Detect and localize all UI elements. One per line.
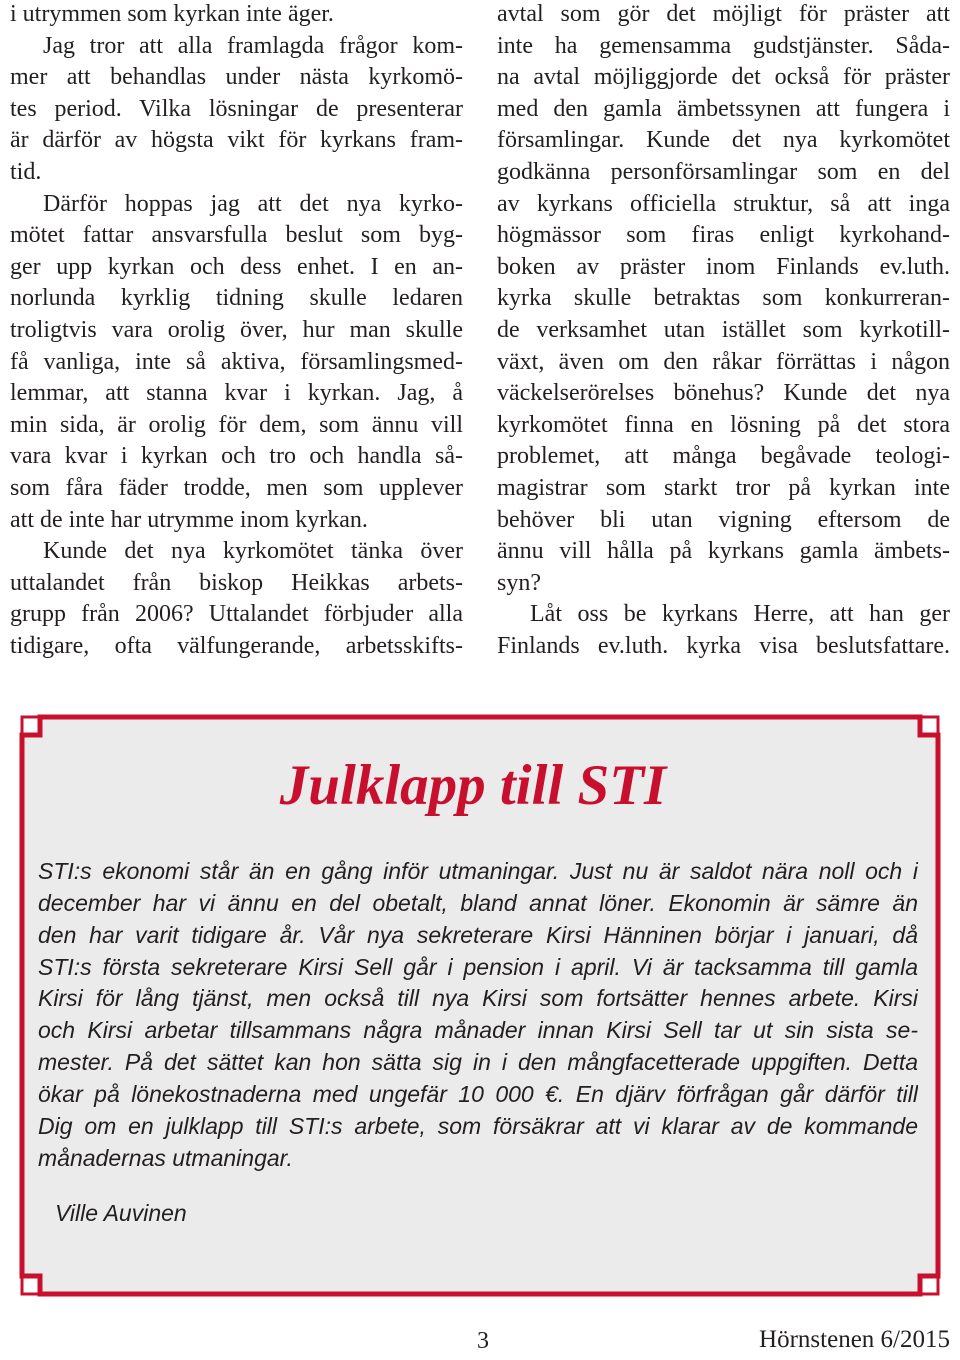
article-line: grupp från 2006? Uttalandet förbjuder alla <box>10 601 463 628</box>
article-line: Kunde det nya kyrkomötet tänka över <box>43 538 463 565</box>
appeal-line: Kirsi för lång tjänst, men också till nya Kirsi som fortsätter hennes arbete. Kirsi <box>38 985 918 1012</box>
article-line: tes period. Vilka lösningar de presenterar <box>10 95 463 122</box>
article-line: lemmar, att stanna kvar i kyrkan. Jag, å <box>10 380 463 407</box>
article-line: Låt oss be kyrkans Herre, att han ger <box>530 601 950 628</box>
article-line: syn? <box>497 569 541 596</box>
appeal-line: ökar på lönekostnaderna med ungefär 10 000 €. En djärv förfrågan går därför till <box>38 1080 918 1107</box>
frame-corner-bottom-left <box>22 1276 40 1294</box>
appeal-box-title: Julklapp till STI <box>279 754 667 817</box>
article-line: ger upp kyrkan och dess enhet. I en an- <box>10 253 463 280</box>
page-number: 3 <box>477 1328 489 1354</box>
article-line: tid. <box>10 158 42 185</box>
article-line: na avtal möjliggjorde det också för präster <box>497 64 950 91</box>
appeal-line: december har vi ännu en del obetalt, bland annat löner. Ekonomin är sämre än <box>38 889 918 916</box>
article-line: Jag tror att alla framlagda frågor kom- <box>43 32 463 59</box>
article-line: att de inte har utrymme inom kyrkan. <box>10 506 368 533</box>
article-line: i utrymmen som kyrkan inte äger. <box>10 1 334 27</box>
article-line: högmässor som firas enligt kyrkohand- <box>497 222 950 249</box>
article-line: de verksamhet utan istället som kyrkotill- <box>497 316 950 343</box>
appeal-box-signature: Ville Auvinen <box>55 1200 187 1226</box>
frame-corner-top-left <box>22 717 40 735</box>
article-line: vara kvar i kyrkan och tro och handla så- <box>10 443 463 470</box>
appeal-line: STI:s första sekreterare Kirsi Sell går i pension i april. Vi är tacksamma till gamla <box>38 953 918 980</box>
frame-corner-bottom-right <box>920 1276 938 1294</box>
article-line: Därför hoppas jag att det nya kyrko- <box>43 190 463 217</box>
frame-corner-top-right <box>920 717 938 735</box>
appeal-line: Dig om en julklapp till STI:s arbete, som försäkrar att vi klarar av de kommande <box>38 1112 918 1139</box>
article-line: ännu vill hålla på kyrkans gamla ämbets- <box>497 538 950 565</box>
article-line: inte ha gemensamma gudstjänster. Såda- <box>497 32 950 59</box>
article-line: norlunda kyrklig tidning skulle ledaren <box>10 285 463 312</box>
article-line: mer att behandlas under nästa kyrkomö- <box>10 64 463 91</box>
publication-name: Hörnstenen 6/2015 <box>759 1326 950 1353</box>
article-line: som fåra fäder trodde, men som upplever <box>10 474 463 501</box>
article-line: av kyrkans officiella struktur, så att inga <box>497 190 950 217</box>
article-line: kyrka skulle betraktas som konkurreran- <box>497 285 950 312</box>
article-right-column <box>497 0 950 662</box>
article-line: troligtvis vara orolig över, hur man skulle <box>10 316 463 343</box>
appeal-line: månadernas utmaningar. <box>38 1144 293 1171</box>
article-line: församlingar. Kunde det nya kyrkomötet <box>497 127 950 154</box>
article-line: avtal som gör det möjligt för präster att <box>497 1 950 27</box>
article-line: problemet, att många begåvade teologi- <box>497 443 950 470</box>
article-line: mötet fattar ansvarsfulla beslut som byg- <box>10 222 463 249</box>
article-line: tidigare, ofta välfungerande, arbetsskifts- <box>10 632 463 659</box>
article-line: uttalandet från biskop Heikkas arbets- <box>10 569 463 596</box>
article-line: är därför av högsta vikt för kyrkans fram- <box>10 127 463 154</box>
article-line: godkänna personförsamlingar som en del <box>497 158 950 185</box>
article-left-column <box>10 0 463 662</box>
appeal-line: STI:s ekonomi står än en gång inför utmaningar. Just nu är saldot nära noll och i <box>38 858 918 884</box>
article-line: kyrkomötet finna en lösning på det stora <box>497 411 950 438</box>
appeal-line: den har varit tidigare år. Vår nya sekreterare Kirsi Hänninen börjar i januari, då <box>38 921 918 948</box>
article-line: väckelserörelses bönehus? Kunde det nya <box>497 380 950 407</box>
appeal-line: och Kirsi arbetar tillsammans några månader innan Kirsi Sell tar ut sin sista se- <box>38 1017 918 1044</box>
article-line: min sida, är orolig för dem, som ännu vill <box>10 411 463 438</box>
article-line: behöver bli utan vigning eftersom de <box>497 506 950 533</box>
article-line: få vanliga, inte så aktiva, församlingsmed- <box>10 348 463 375</box>
article-line: med den gamla ämbetssynen att fungera i <box>497 95 950 122</box>
article-line: växt, även om den råkar förrättas i någon <box>497 348 950 375</box>
article-line: boken av präster inom Finlands ev.luth. <box>497 253 950 280</box>
appeal-line: mester. På det sättet kan hon sätta sig in i den mångfacetterade uppgiften. Detta <box>38 1049 918 1076</box>
appeal-box-body <box>38 856 918 1174</box>
article-line: magistrar som starkt tror på kyrkan inte <box>497 474 950 501</box>
article-line: Finlands ev.luth. kyrka visa beslutsfattare. <box>497 632 950 659</box>
